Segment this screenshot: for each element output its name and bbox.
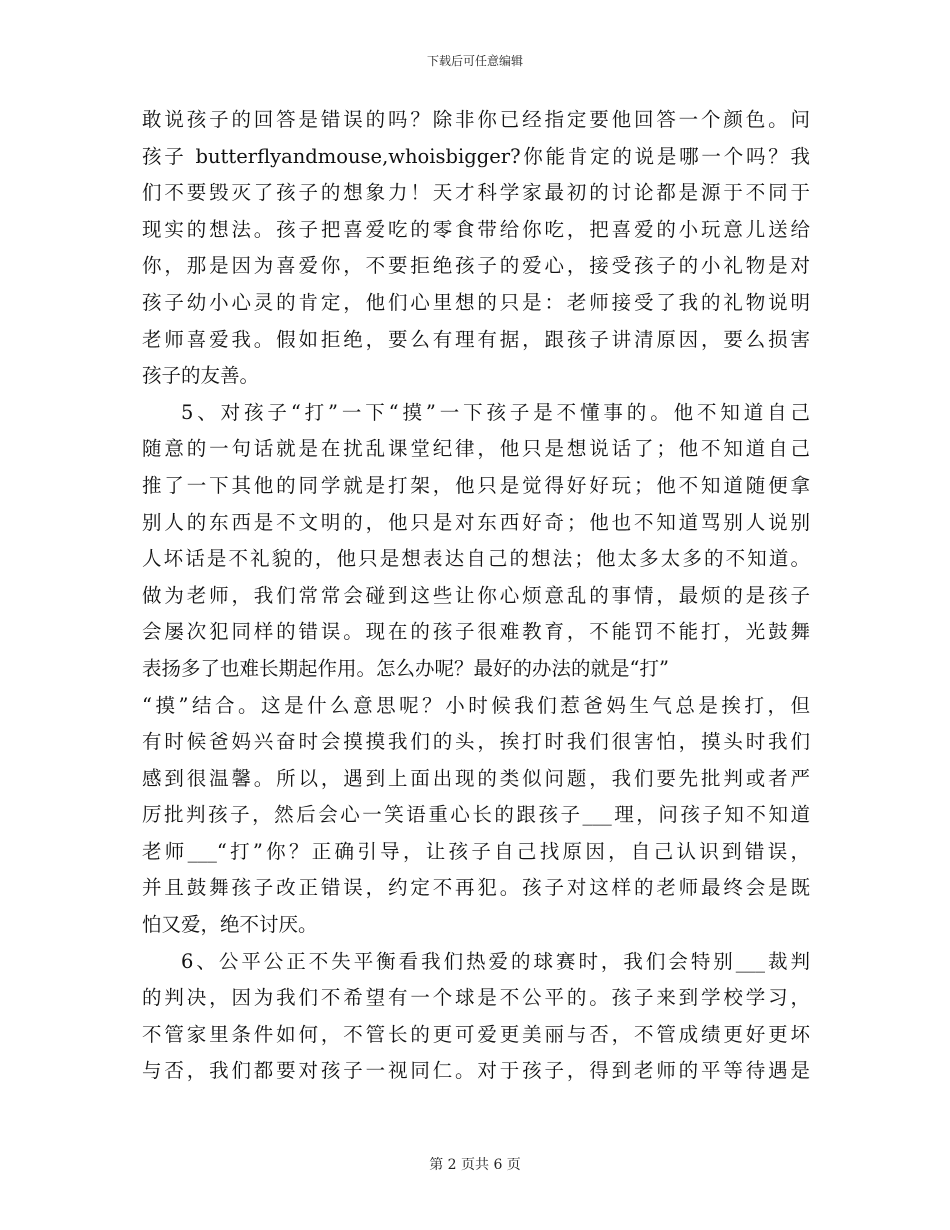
- text-line: 随意的一句话就是在扰乱课堂纪律，他只是想说话了；他不知道自己: [142, 437, 810, 461]
- text-line: “摸”结合。这是什么意思呢？小时候我们惹爸妈生气总是挨打，但: [142, 693, 810, 717]
- text-line: 孩子 butterflyandmouse,whoisbigger?你能肯定的说是哪一个吗？我: [142, 144, 810, 168]
- text-line: 们不要毁灭了孩子的想象力！天才科学家最初的讨论都是源于不同于: [142, 181, 810, 205]
- document-body: [142, 102, 810, 1090]
- paragraph-start-line-6: 6、公平公正不失平衡看我们热爱的球赛时，我们会特别___裁判: [181, 949, 810, 973]
- text-line: 的判决，因为我们不希望有一个球是不公平的。孩子来到学校学习，: [142, 986, 810, 1010]
- text-line: 老师___“打”你？正确引导，让孩子自己找原因，自己认识到错误，: [142, 839, 810, 863]
- text-line: 老师喜爱我。假如拒绝，要么有理有据，跟孩子讲清原因，要么损害: [142, 327, 810, 351]
- text-line: 会屡次犯同样的错误。现在的孩子很难教育，不能罚不能打，光鼓舞: [142, 620, 810, 644]
- paragraph-end-line: 怕又爱，绝不讨厌。: [142, 913, 318, 937]
- paragraph-end-line: 孩子的友善。: [142, 364, 260, 388]
- text-line: 有时候爸妈兴奋时会摸摸我们的头，挨打时我们很害怕，摸头时我们: [142, 730, 810, 754]
- text-line: 你，那是因为喜爱你，不要拒绝孩子的爱心，接受孩子的小礼物是对: [142, 254, 810, 278]
- text-line: 与否，我们都要对孩子一视同仁。对于孩子，得到老师的平等待遇是: [142, 1059, 810, 1083]
- text-line: 感到很温馨。所以，遇到上面出现的类似问题，我们要先批判或者严: [142, 766, 810, 790]
- text-line: 现实的想法。孩子把喜爱吃的零食带给你吃，把喜爱的小玩意儿送给: [142, 217, 810, 241]
- text-line: 推了一下其他的同学就是打架，他只是觉得好好玩；他不知道随便拿: [142, 473, 810, 497]
- paragraph-start-line-5: 5、对孩子“打”一下“摸”一下孩子是不懂事的。他不知道自己: [181, 400, 810, 424]
- page-number-footer: 第 2 页共 6 页: [429, 1157, 521, 1173]
- text-line: 做为老师，我们常常会碰到这些让你心烦意乱的事情，最烦的是孩子: [142, 583, 810, 607]
- text-line: 别人的东西是不文明的，他只是对东西好奇；他也不知道骂别人说别: [142, 510, 810, 534]
- page-header: 下载后可任意编辑: [426, 54, 523, 68]
- text-line: 孩子幼小心灵的肯定，他们心里想的只是：老师接受了我的礼物说明: [142, 290, 810, 314]
- text-line: 敢说孩子的回答是错误的吗？除非你已经指定要他回答一个颜色。问: [142, 108, 810, 131]
- text-line: 并且鼓舞孩子改正错误，约定不再犯。孩子对这样的老师最终会是既: [142, 876, 810, 900]
- text-line: 表扬多了也难长期起作用。怎么办呢？最好的办法的就是“打”: [142, 656, 669, 680]
- text-line: 不管家里条件如何，不管长的更可爱更美丽与否，不管成绩更好更坏: [142, 1022, 810, 1046]
- text-line: 厉批判孩子，然后会心一笑语重心长的跟孩子___理，问孩子知不知道: [142, 803, 810, 827]
- text-line: 人坏话是不礼貌的，他只是想表达自己的想法；他太多太多的不知道。: [142, 547, 810, 571]
